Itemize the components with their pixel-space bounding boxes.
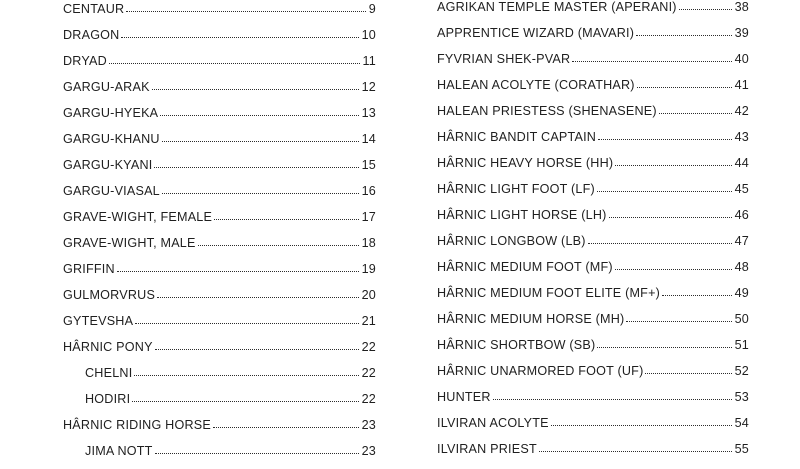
dot-leader <box>198 245 359 246</box>
toc-entry-label: ILVIRAN ACOLYTE <box>437 415 549 431</box>
toc-entry-page-number: 40 <box>735 51 749 67</box>
toc-entry-page-number: 42 <box>735 103 749 119</box>
toc-entry <box>437 25 749 51</box>
toc-entry <box>63 417 376 443</box>
toc-entry <box>63 53 376 79</box>
toc-entry-label: HUNTER <box>437 389 491 405</box>
toc-entry-page-number: 16 <box>362 183 376 199</box>
toc-entry-page-number: 19 <box>362 261 376 277</box>
toc-entry <box>437 51 749 77</box>
toc-entry-page-number: 48 <box>735 259 749 275</box>
toc-entry-page-number: 41 <box>735 77 749 93</box>
toc-entry-page-number: 17 <box>362 209 376 225</box>
dot-leader <box>597 347 731 348</box>
toc-entry-label: HÂRNIC LONGBOW (LB) <box>437 233 586 249</box>
toc-entry <box>437 441 749 467</box>
toc-entry-page-number: 10 <box>362 27 376 43</box>
toc-entry-page-number: 22 <box>362 365 376 381</box>
dot-leader <box>135 323 358 324</box>
dot-leader <box>659 113 732 114</box>
toc-entry <box>63 365 376 391</box>
toc-entry-page-number: 54 <box>735 415 749 431</box>
dot-leader <box>121 37 358 38</box>
toc-entry <box>63 339 376 365</box>
toc-entry-page-number: 38 <box>735 0 749 15</box>
dot-leader <box>551 425 732 426</box>
toc-entry <box>437 233 749 259</box>
dot-leader <box>157 297 359 298</box>
dot-leader <box>154 167 358 168</box>
toc-entry <box>437 0 749 25</box>
toc-entry-label: DRYAD <box>63 53 107 69</box>
toc-entry-label: JIMA NOTT <box>85 443 153 459</box>
dot-leader <box>162 193 359 194</box>
dot-leader <box>679 9 732 10</box>
toc-entry-label: AGRIKAN TEMPLE MASTER (APERANI) <box>437 0 677 15</box>
toc-entry <box>63 183 376 209</box>
dot-leader <box>636 35 731 36</box>
dot-leader <box>597 191 732 192</box>
toc-column-left <box>63 1 376 469</box>
toc-entry-label: GYTEVSHA <box>63 313 133 329</box>
dot-leader <box>109 63 360 64</box>
toc-entry-page-number: 44 <box>735 155 749 171</box>
toc-entry <box>437 389 749 415</box>
toc-entry <box>63 287 376 313</box>
toc-entry-label: HÂRNIC BANDIT CAPTAIN <box>437 129 596 145</box>
toc-entry-label: HÂRNIC UNARMORED FOOT (UF) <box>437 363 643 379</box>
dot-leader <box>615 269 732 270</box>
dot-leader <box>662 295 732 296</box>
toc-entry-label: HÂRNIC HEAVY HORSE (HH) <box>437 155 613 171</box>
toc-entry-page-number: 43 <box>735 129 749 145</box>
dot-leader <box>572 61 731 62</box>
toc-entry-label: GARGU-ARAK <box>63 79 150 95</box>
toc-entry-label: FYVRIAN SHEK-PVAR <box>437 51 570 67</box>
toc-entry-page-number: 20 <box>362 287 376 303</box>
dot-leader <box>126 11 365 12</box>
toc-entry-page-number: 49 <box>735 285 749 301</box>
toc-entry-page-number: 45 <box>735 181 749 197</box>
toc-entry-page-number: 55 <box>735 441 749 457</box>
dot-leader <box>162 141 359 142</box>
toc-entry <box>437 155 749 181</box>
toc-entry-label: GRIFFIN <box>63 261 115 277</box>
toc-entry <box>63 131 376 157</box>
toc-entry-page-number: 11 <box>363 53 376 69</box>
toc-entry-label: GARGU-VIASAL <box>63 183 160 199</box>
toc-entry <box>437 285 749 311</box>
toc-entry-label: HÂRNIC LIGHT FOOT (LF) <box>437 181 595 197</box>
toc-entry <box>437 207 749 233</box>
toc-entry-page-number: 9 <box>369 1 376 17</box>
toc-entry-page-number: 15 <box>362 157 376 173</box>
dot-leader <box>598 139 732 140</box>
dot-leader <box>645 373 731 374</box>
toc-entry-label: HÂRNIC RIDING HORSE <box>63 417 211 433</box>
toc-entry <box>437 103 749 129</box>
toc-entry-page-number: 14 <box>362 131 376 147</box>
toc-entry-page-number: 39 <box>735 25 749 41</box>
toc-entry-label: GARGU-KYANI <box>63 157 152 173</box>
toc-entry <box>437 77 749 103</box>
toc-entry-label: DRAGON <box>63 27 119 43</box>
toc-entry-label: CENTAUR <box>63 1 124 17</box>
dot-leader <box>615 165 731 166</box>
dot-leader <box>214 219 358 220</box>
toc-entry <box>437 363 749 389</box>
toc-entry <box>437 337 749 363</box>
toc-entry-label: HÂRNIC SHORTBOW (SB) <box>437 337 595 353</box>
toc-entry-label: GARGU-HYEKA <box>63 105 158 121</box>
toc-entry-label: GULMORVRUS <box>63 287 155 303</box>
toc-entry <box>63 105 376 131</box>
toc-entry-label: CHELNI <box>85 365 132 381</box>
toc-entry <box>63 209 376 235</box>
toc-entry-label: GRAVE-WIGHT, MALE <box>63 235 196 251</box>
dot-leader <box>493 399 732 400</box>
toc-entry <box>437 311 749 337</box>
toc-entry-page-number: 23 <box>362 417 376 433</box>
toc-entry-page-number: 50 <box>735 311 749 327</box>
toc-entry <box>63 27 376 53</box>
toc-entry-label: APPRENTICE WIZARD (MAVARI) <box>437 25 634 41</box>
toc-entry-page-number: 22 <box>362 339 376 355</box>
toc-entry-label: HALEAN PRIESTESS (SHENASENE) <box>437 103 657 119</box>
toc-entry-label: HÂRNIC MEDIUM FOOT ELITE (MF+) <box>437 285 660 301</box>
toc-entry-page-number: 51 <box>735 337 749 353</box>
toc-entry-page-number: 21 <box>362 313 376 329</box>
toc-entry-label: HÂRNIC MEDIUM HORSE (MH) <box>437 311 624 327</box>
toc-entry <box>63 235 376 261</box>
toc-entry <box>63 391 376 417</box>
dot-leader <box>588 243 732 244</box>
toc-entry-page-number: 22 <box>362 391 376 407</box>
toc-entry <box>437 259 749 285</box>
dot-leader <box>160 115 358 116</box>
toc-entry-label: GARGU-KHANU <box>63 131 160 147</box>
toc-entry <box>63 1 376 27</box>
toc-entry-page-number: 46 <box>735 207 749 223</box>
dot-leader <box>609 217 732 218</box>
dot-leader <box>134 375 358 376</box>
toc-entry <box>63 261 376 287</box>
toc-entry-page-number: 52 <box>735 363 749 379</box>
toc-entry <box>437 415 749 441</box>
dot-leader <box>117 271 359 272</box>
toc-entry-label: ILVIRAN PRIEST <box>437 441 537 457</box>
toc-entry <box>63 443 376 469</box>
toc-entry-label: HALEAN ACOLYTE (CORATHAR) <box>437 77 635 93</box>
dot-leader <box>155 349 359 350</box>
dot-leader <box>152 89 359 90</box>
toc-entry-label: HÂRNIC PONY <box>63 339 153 355</box>
toc-entry-page-number: 13 <box>362 105 376 121</box>
toc-entry-page-number: 12 <box>362 79 376 95</box>
toc-entry <box>63 157 376 183</box>
toc-entry <box>437 181 749 207</box>
dot-leader <box>626 321 731 322</box>
toc-entry-label: HÂRNIC MEDIUM FOOT (MF) <box>437 259 613 275</box>
toc-entry-label: GRAVE-WIGHT, FEMALE <box>63 209 212 225</box>
dot-leader <box>539 451 732 452</box>
toc-entry-page-number: 47 <box>735 233 749 249</box>
toc-column-right <box>437 0 749 467</box>
toc-entry-label: HODIRI <box>85 391 130 407</box>
toc-entry-label: HÂRNIC LIGHT HORSE (LH) <box>437 207 607 223</box>
toc-entry <box>437 129 749 155</box>
dot-leader <box>637 87 732 88</box>
toc-entry <box>63 79 376 105</box>
toc-entry <box>63 313 376 339</box>
toc-entry-page-number: 18 <box>362 235 376 251</box>
toc-entry-page-number: 53 <box>735 389 749 405</box>
dot-leader <box>213 427 359 428</box>
dot-leader <box>132 401 358 402</box>
dot-leader <box>155 453 359 454</box>
toc-entry-page-number: 23 <box>362 443 376 459</box>
